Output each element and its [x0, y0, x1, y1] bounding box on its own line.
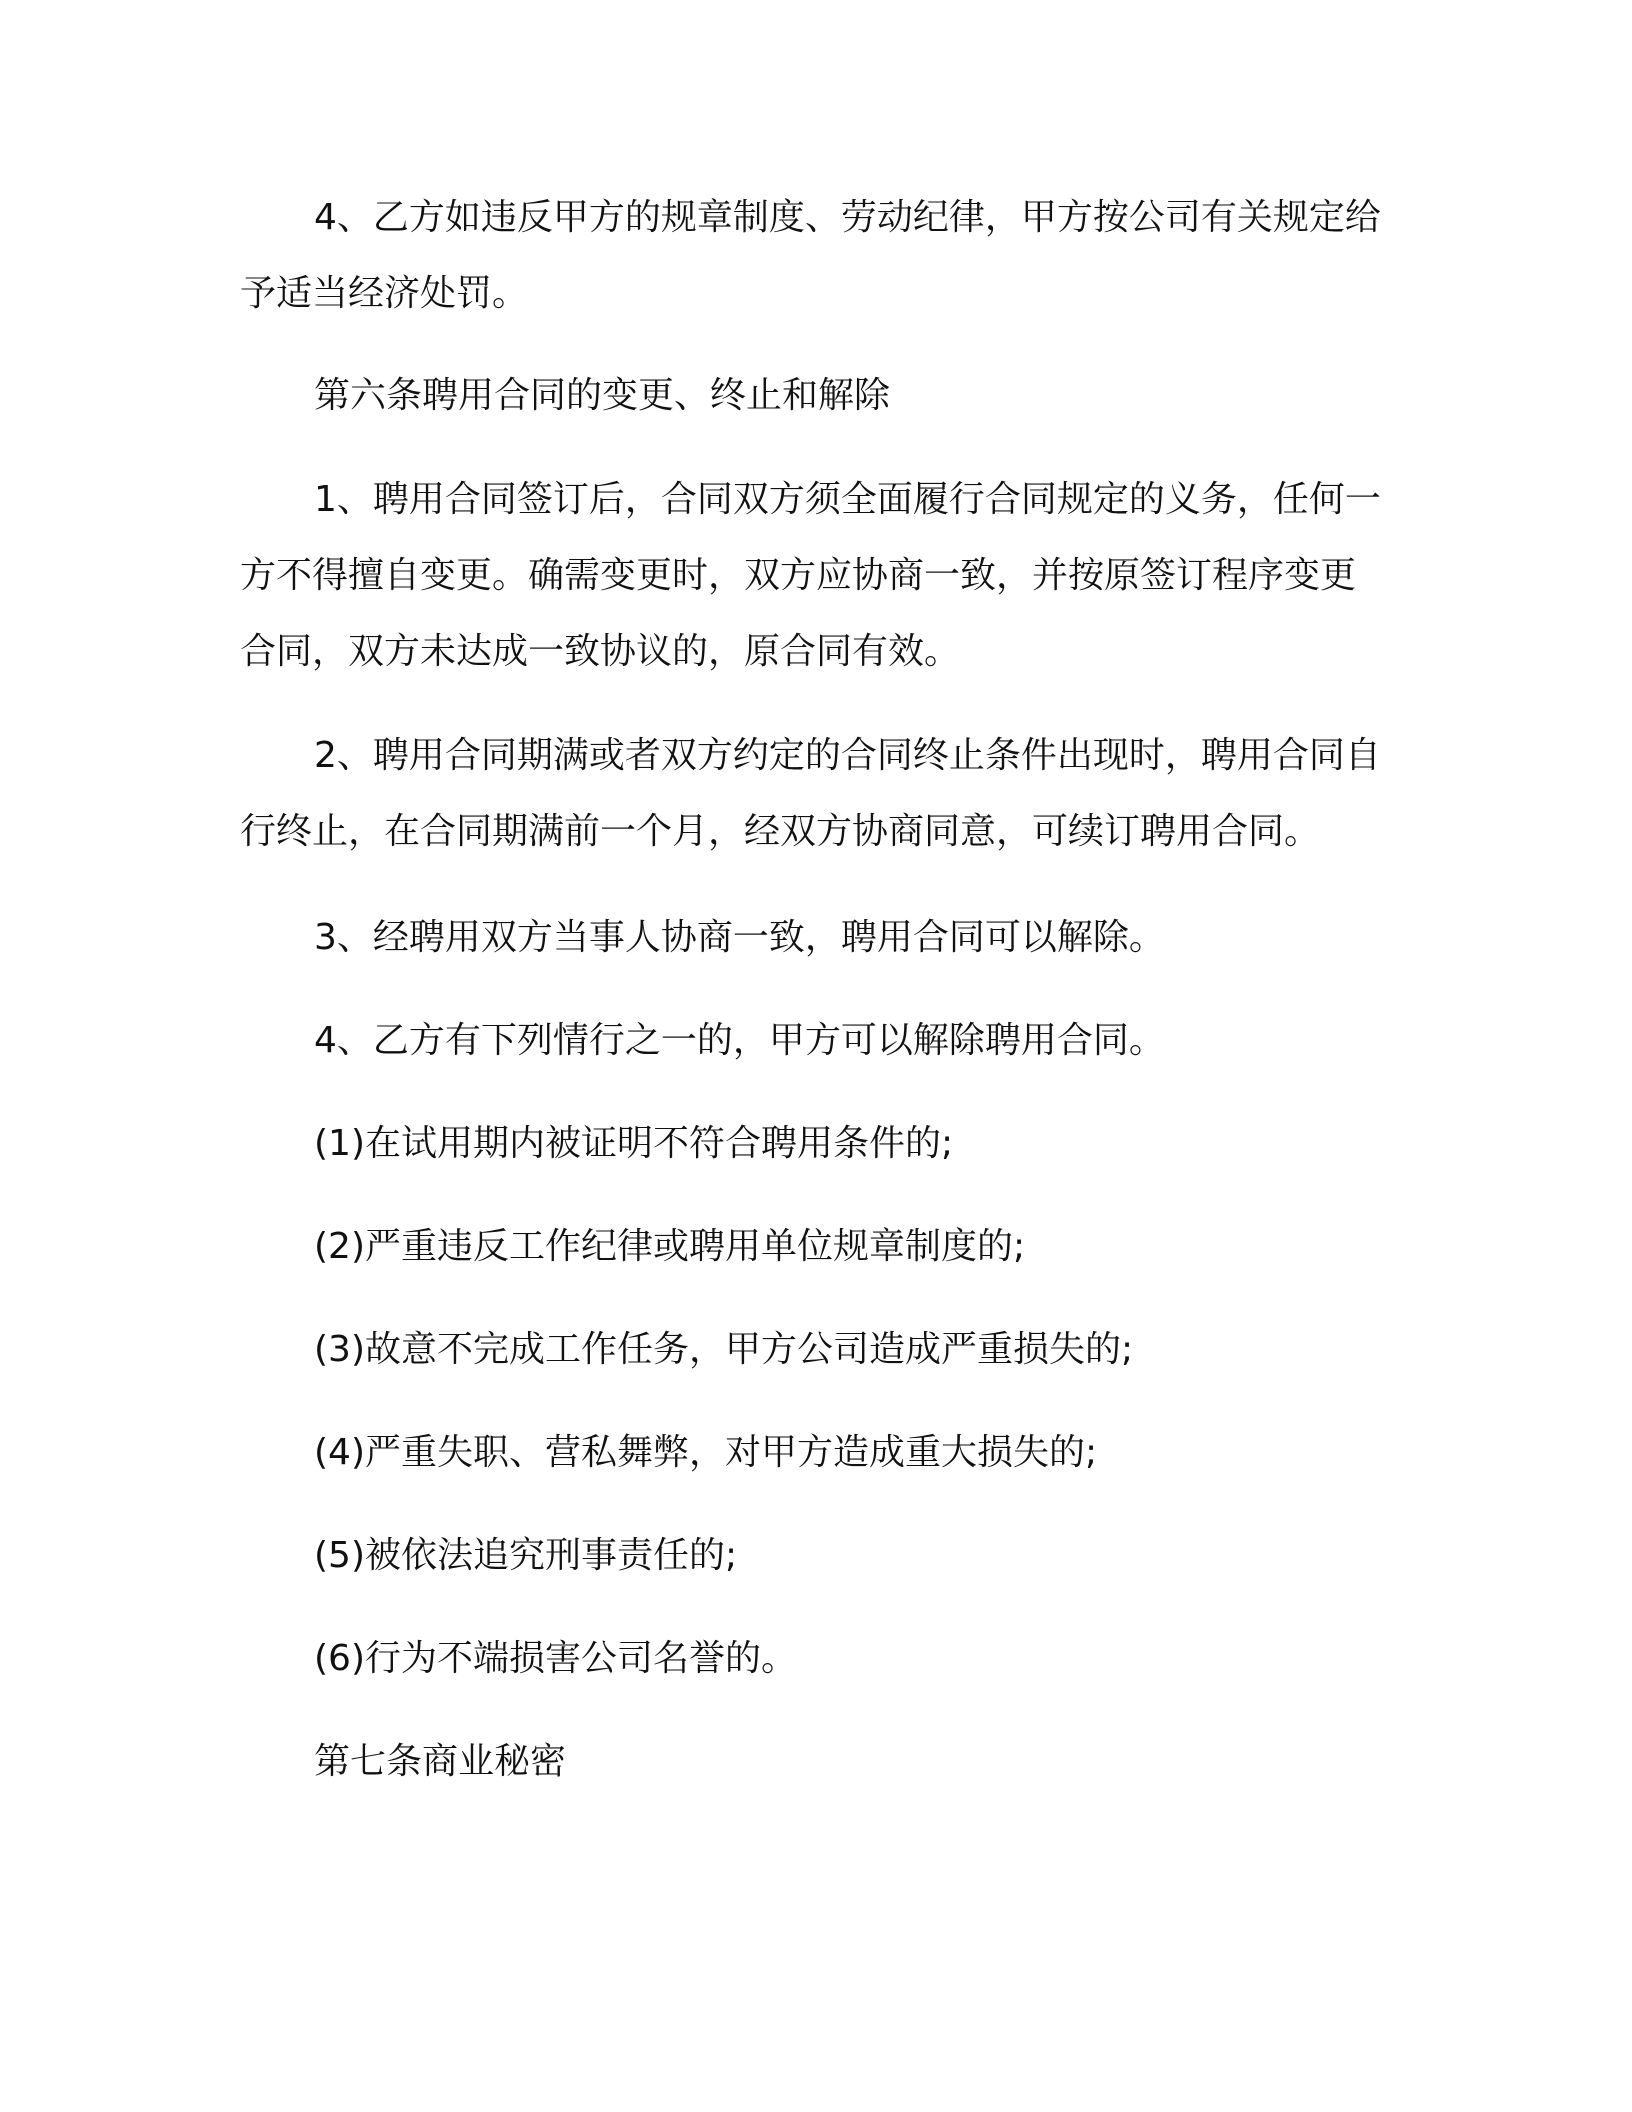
list-item-condition-2: (2)严重违反工作纪律或聘用单位规章制度的; [314, 1226, 1026, 1267]
paragraph-penalty-clause: 4、乙方如违反甲方的规章制度、劳动纪律，甲方按公司有关规定给予适当经济处罚。 [240, 197, 1381, 314]
list-item-condition-1: (1)在试用期内被证明不符合聘用条件的; [314, 1123, 954, 1164]
list-item-condition-5: (5)被依法追究刑事责任的; [314, 1535, 738, 1576]
paragraph-mutual-termination: 3、经聘用双方当事人协商一致，聘用合同可以解除。 [314, 917, 1165, 958]
list-item-condition-4: (4)严重失职、营私舞弊，对甲方造成重大损失的; [314, 1432, 1098, 1473]
list-item-condition-3: (3)故意不完成工作任务，甲方公司造成严重损失的; [314, 1329, 1134, 1370]
paragraph-termination-conditions: 4、乙方有下列情行之一的，甲方可以解除聘用合同。 [314, 1020, 1165, 1061]
paragraph-contract-change: 1、聘用合同签订后，合同双方须全面履行合同规定的义务，任何一方不得擅自变更。确需变更时，双方应协商一致，并按原签订程序变更合同，双方未达成一致协议的，原合同有效。 [240, 479, 1381, 672]
section-heading-article-six: 第六条聘用合同的变更、终止和解除 [314, 375, 891, 416]
section-heading-article-seven: 第七条商业秘密 [314, 1741, 567, 1782]
list-item-condition-6: (6)行为不端损害公司名誉的。 [314, 1638, 797, 1679]
paragraph-contract-expiry: 2、聘用合同期满或者双方约定的合同终止条件出现时，聘用合同自行终止，在合同期满前一个月，经双方协商同意，可续订聘用合同。 [240, 735, 1381, 852]
